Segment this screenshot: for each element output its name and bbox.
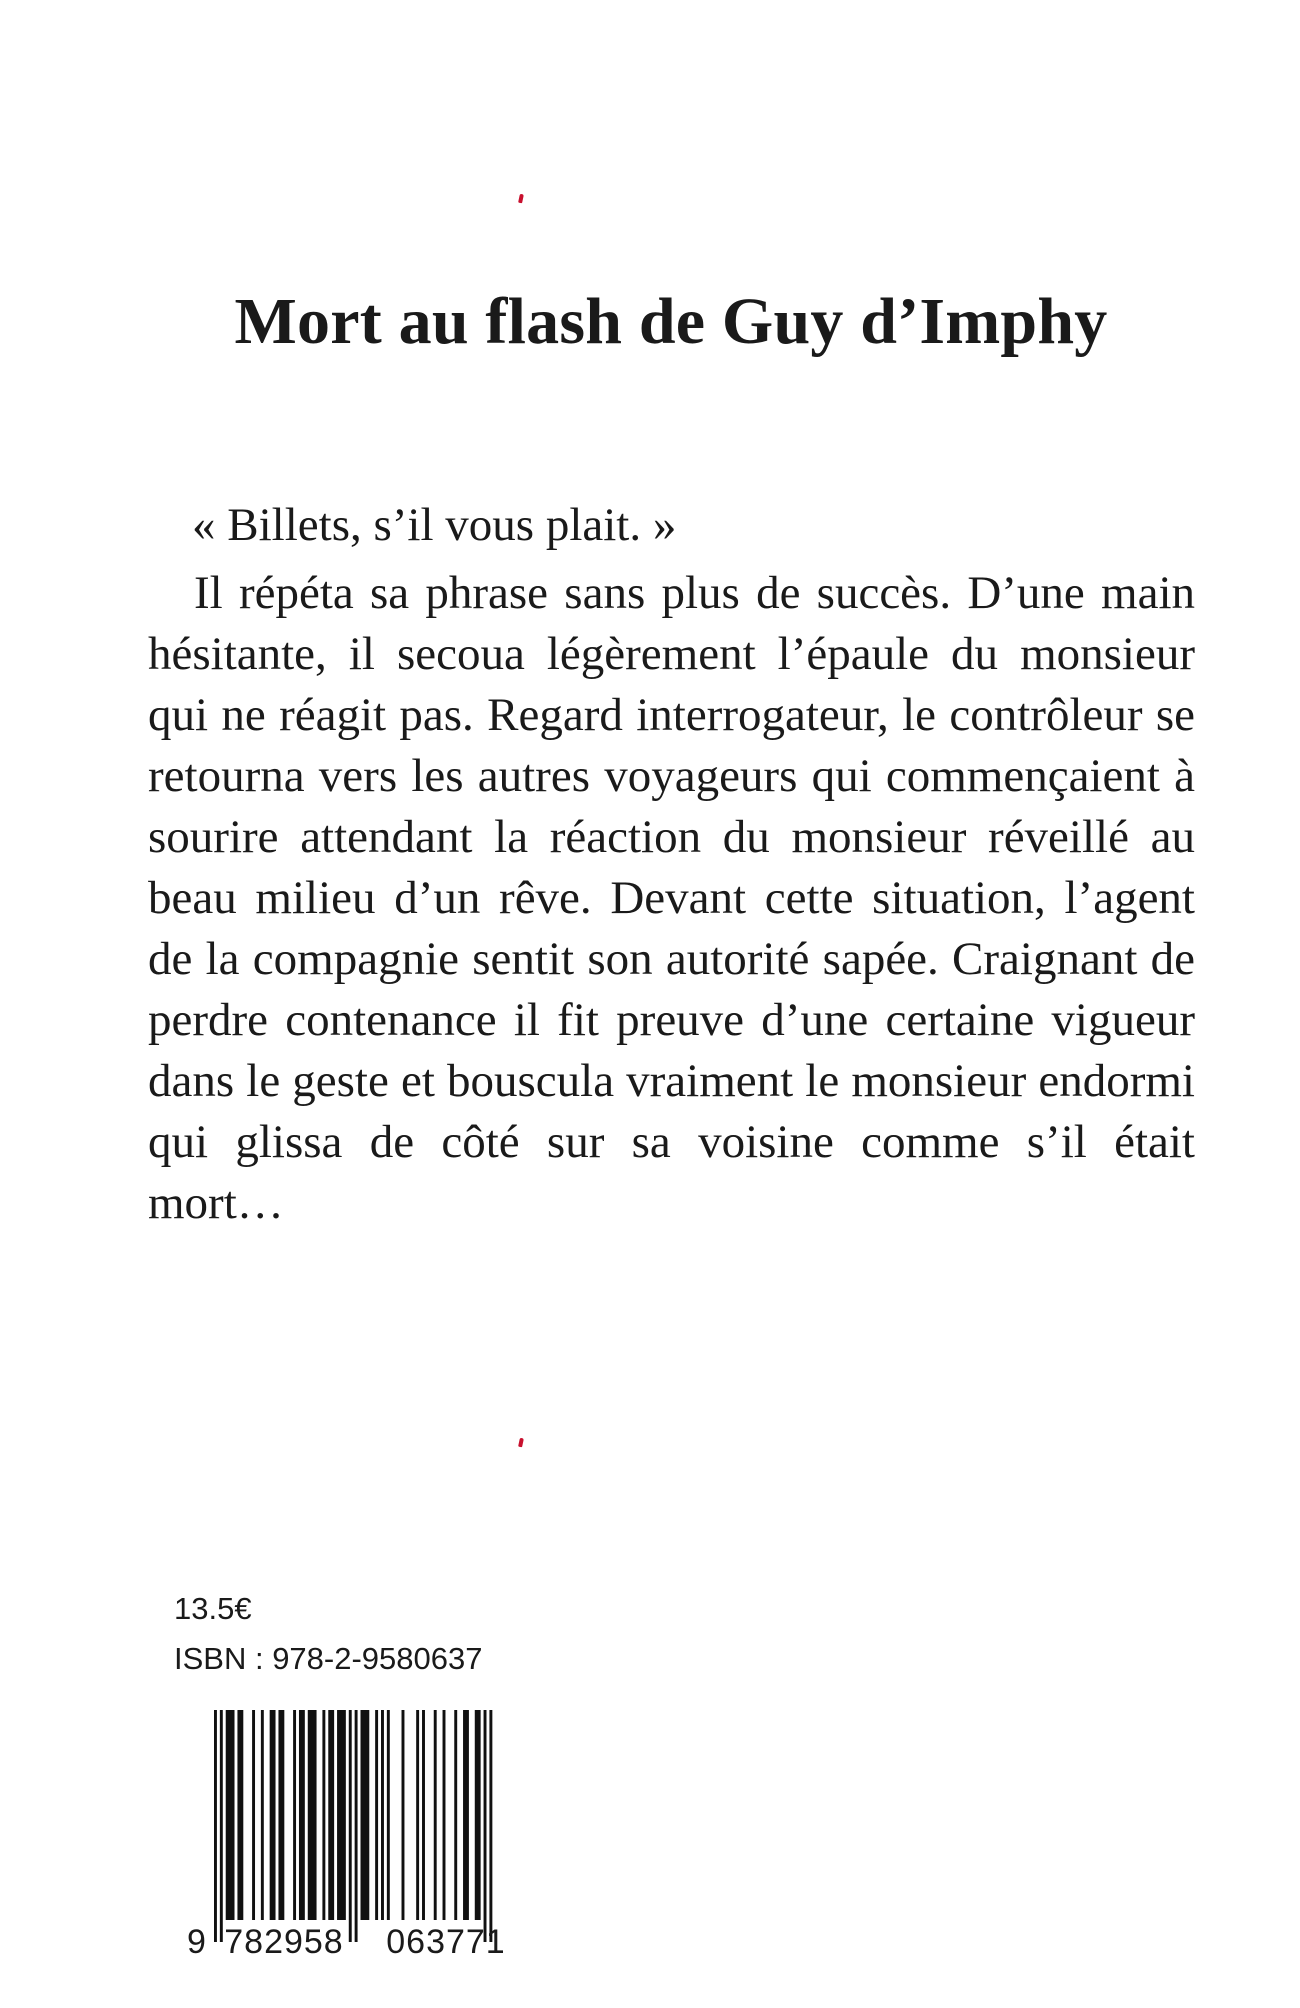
excerpt-body: Il répéta sa phrase sans plus de succès. D’une main hésitante, il secoua légèrement l’épaule du monsieur qui ne réagit pas. Regard interrogateur, le contrôleur se retourna vers les autres voyageurs qui commençaient à sourire attendant la réaction du monsieur réveillé au beau milieu d’un rêve. Devant cette situation, l’agent de la compagnie sentit son autorité sapée. Craignant de perdre contenance il fit preuve d’une certaine vigueur dans le geste et bouscula vraiment le monsieur endormi qui glissa de côté sur sa voisine comme s’il était mort…	[148, 567, 1195, 1229]
barcode-bar-21	[416, 1710, 419, 1920]
barcode-bars	[214, 1710, 492, 1942]
barcode-bar-14	[349, 1710, 352, 1942]
barcode-bar-28	[484, 1710, 487, 1942]
barcode-bar-8	[293, 1710, 296, 1920]
barcode-bar-16	[361, 1710, 370, 1920]
barcode-bar-19	[387, 1710, 390, 1920]
barcode-bar-6	[270, 1710, 276, 1920]
barcode-bar-26	[463, 1710, 469, 1920]
barcode-bar-25	[454, 1710, 457, 1920]
barcode-bar-22	[422, 1710, 425, 1920]
barcode-digit-lead: 9	[187, 1923, 206, 1960]
excerpt-quote: « Billets, s’il vous plait. »	[192, 499, 677, 551]
price-label: 13.5€	[174, 1591, 252, 1626]
barcode-bar-5	[261, 1710, 264, 1920]
barcode-bar-15	[355, 1710, 358, 1942]
barcode-bar-3	[237, 1710, 243, 1920]
barcode-bar-20	[402, 1710, 405, 1920]
red-mark-top	[518, 194, 524, 204]
barcode-bar-4	[252, 1710, 255, 1920]
barcode-bar-2	[226, 1710, 235, 1920]
barcode-bar-27	[475, 1710, 481, 1920]
isbn-label: ISBN : 978-2-9580637	[174, 1641, 483, 1676]
barcode-bar-1	[220, 1710, 223, 1942]
barcode-bar-13	[337, 1710, 346, 1920]
barcode-bar-9	[299, 1710, 305, 1920]
barcode-bar-7	[278, 1710, 284, 1920]
barcode-bar-10	[308, 1710, 317, 1920]
barcode-bar-0	[214, 1710, 217, 1942]
red-mark-bottom	[518, 1438, 524, 1448]
barcode-bar-23	[434, 1710, 437, 1920]
barcode-bar-17	[375, 1710, 378, 1920]
barcode-digits-left: 782958	[224, 1923, 344, 1960]
book-title: Mort au flash de Guy d’Imphy	[234, 285, 1108, 358]
excerpt	[148, 495, 1195, 1234]
barcode-bar-11	[322, 1710, 325, 1920]
barcode	[184, 1710, 524, 1960]
barcode-bar-18	[381, 1710, 384, 1920]
barcode-bar-12	[328, 1710, 334, 1920]
barcode-bar-24	[443, 1710, 446, 1920]
barcode-bar-29	[489, 1710, 492, 1942]
barcode-digits-right: 063771	[386, 1923, 506, 1960]
